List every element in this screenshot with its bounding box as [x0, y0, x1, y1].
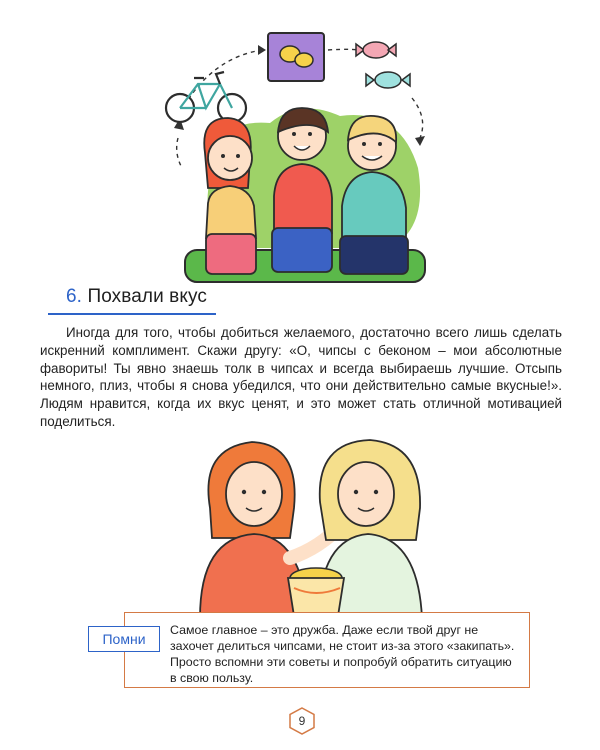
section-number: 6. [66, 286, 83, 307]
chips-bucket-icon [288, 568, 344, 616]
heading-underline [48, 313, 216, 315]
body-paragraph: Иногда для того, чтобы добиться желаемого, достаточно всего лишь сделать искренний комплимент. Скажи другу: «О, чипсы с беконом – мои абсолютные фавориты! Ты явно знаешь толк в чипсах и всегда выбираешь лучшие. Отсыпь немного, плиз, чтобы я снова убедился, что они действительно самые вкусные!». Людям нравится, когда их вкус ценят, и это может стать отличной мотивацией поделиться. [40, 325, 562, 429]
girl-figure [204, 118, 256, 274]
candy-icon-pink [356, 42, 396, 58]
page-number: 9 [298, 714, 306, 728]
bottom-illustration-girls [170, 428, 460, 620]
section-title: Похвали вкус [87, 286, 207, 307]
section-heading [66, 286, 216, 308]
top-illustration-kids [150, 28, 450, 298]
bicycle-icon [166, 72, 246, 122]
tip-label: Помни [88, 626, 160, 652]
page-number-badge [288, 707, 316, 735]
tip-text: Самое главное – это дружба. Даже если твой друг не захочет делиться чипсами, не стоит из-за этого «закипать». Просто вспомни эти советы и попробуй обратить ситуацию в свою пользу. [170, 623, 515, 685]
chips-bag-icon [268, 33, 324, 81]
candy-icon-teal [366, 72, 410, 88]
boy-figure-middle [272, 108, 332, 272]
